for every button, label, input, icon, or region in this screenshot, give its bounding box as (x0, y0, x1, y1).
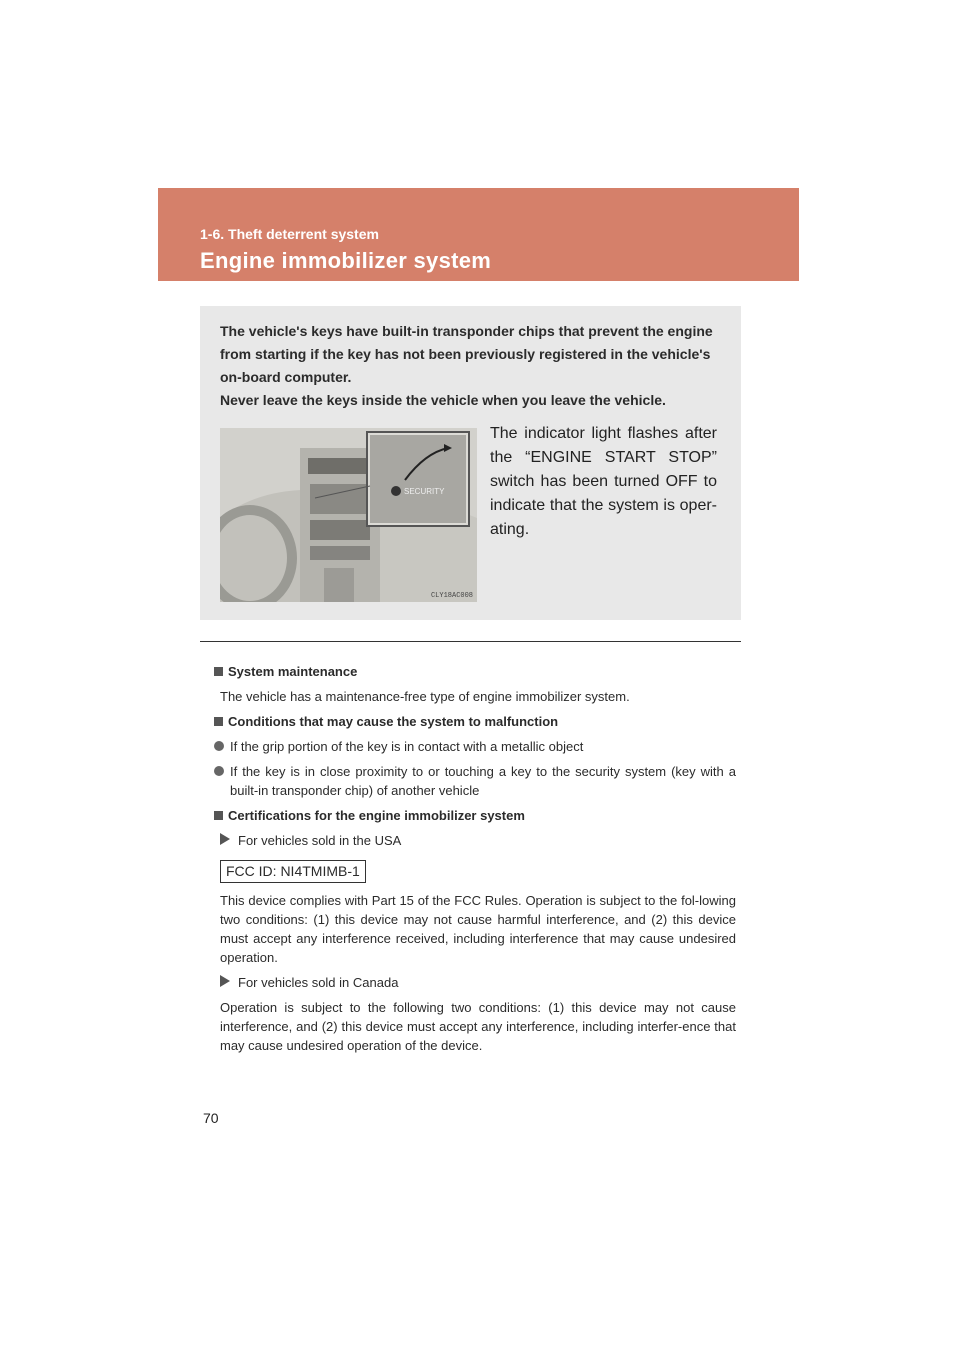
intro-box (200, 306, 741, 620)
list-item: If the key is in close proximity to or touching a key to the security system (key with a built-in transponder chip) of another vehicle (214, 762, 736, 800)
body-content (220, 662, 736, 1061)
square-bullet-icon (214, 717, 223, 726)
intro-warning: Never leave the keys inside the vehicle when you leave the vehicle. (220, 392, 666, 408)
canada-text: Operation is subject to the following two conditions: (1) this device may not cause interference, and (2) this device must accept any interference, including interfer-ence that may cause undesired operation of the device. (220, 1000, 736, 1053)
circle-bullet-icon (214, 766, 224, 776)
maintenance-text: The vehicle has a maintenance-free type of engine immobilizer system. (220, 689, 630, 704)
canada-label: For vehicles sold in Canada (220, 973, 736, 992)
page-title: Engine immobilizer system (200, 248, 492, 273)
circle-bullet-icon (214, 741, 224, 751)
heading-certifications: Certifications for the engine immobilizer system (214, 806, 736, 825)
section-label: 1-6. Theft deterrent system (200, 226, 379, 242)
section-header (158, 188, 799, 281)
intro-text (220, 320, 722, 412)
fcc-id-box: FCC ID: NI4TMIMB-1 (220, 860, 366, 883)
page-number: 70 (203, 1110, 219, 1126)
arrow-right-icon (220, 975, 230, 987)
dashboard-drawing (220, 428, 477, 602)
heading-maintenance: System maintenance (214, 662, 736, 681)
divider (200, 641, 741, 642)
indicator-description: The indicator light flashes after the “ENGINE START STOP” switch has been turned OFF to indicate that the system is oper-ating. (490, 425, 717, 538)
usa-label: For vehicles sold in the USA (220, 831, 736, 850)
heading-malfunction: Conditions that may cause the system to malfunction (214, 712, 736, 731)
dashboard-illustration (220, 428, 477, 602)
image-code: CLY18AC008 (430, 592, 473, 600)
security-indicator-label: SECURITY (404, 487, 445, 496)
arrow-right-icon (220, 833, 230, 845)
usa-text: This device complies with Part 15 of the FCC Rules. Operation is subject to the fol-lowing two conditions: (1) this device may not cause harmful interference, and (2) this device must accept any interference received, including interference that may cause undesired operation. (220, 893, 736, 965)
list-item: If the grip portion of the key is in contact with a metallic object (214, 737, 736, 756)
square-bullet-icon (214, 811, 223, 820)
intro-paragraph: The vehicle's keys have built-in transponder chips that prevent the engine from starting if the key has not been previously registered in the vehicle's on-board computer. (220, 323, 713, 385)
square-bullet-icon (214, 667, 223, 676)
